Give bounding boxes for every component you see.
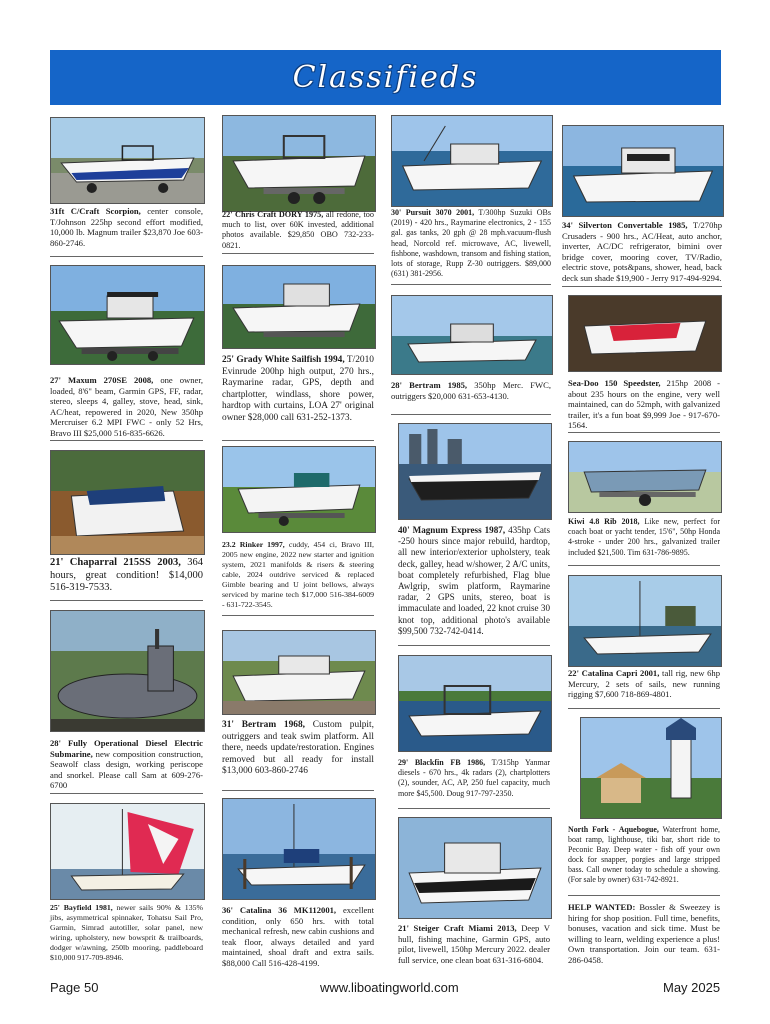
divider bbox=[398, 808, 550, 809]
divider bbox=[50, 256, 203, 257]
ad-chaparral: 21' Chaparral 215SS 2003, 364 hours, great condition! $14,000 516-319-7533. bbox=[50, 557, 203, 593]
divider bbox=[222, 790, 374, 791]
divider bbox=[391, 414, 551, 415]
divider bbox=[50, 600, 203, 601]
divider bbox=[50, 440, 203, 441]
ad-seadoo: Sea-Doo 150 Speedster, 215hp 2008 - about 235 hours on the engine, very well maintained, can do 52mph, with galvanized trailer, it's a fun boat $9,999 Joe - 917-670-1564. bbox=[568, 378, 720, 431]
ad-bertram-1985: 28' Bertram 1985, 350hp Merc. FWC, outriggers $20,000 631-653-4130. bbox=[391, 380, 552, 401]
ad-catalina-capri: 22' Catalina Capri 2001, tall rig, new 6hp Mercury, 2 sets of sails, new running rigging $7,600 718-869-4801. bbox=[568, 668, 720, 700]
ad-scorpion: 31ft C/Craft Scorpion, center console, T/Johnson 225hp second effort modified, 10,000 lb. Magnum trailer $23,870 Joe 603-860-2746. bbox=[50, 206, 203, 248]
website-link[interactable]: www.liboatingworld.com bbox=[320, 980, 459, 995]
photo-silverton bbox=[562, 125, 724, 217]
ad-silverton: 34' Silverton Convertable 1985, T/270hp Crusaders - 900 hrs., AC/Heat, auto anchor, inverter, AC/DC refrigerator, bimini over bridge cover, mooring cover, TV/Radio, electric stove, pots&pans, shower, head, back deck sun shade $19,900 - Jerry 917-494-9294. bbox=[562, 220, 722, 283]
divider bbox=[568, 565, 720, 566]
divider bbox=[391, 284, 551, 285]
ad-north-fork: North Fork - Aquebogue, Waterfront home, boat ramp, lighthouse, tiki bar, short ride to Peconic Bay. Deep water - fish off your own dock for snapper, porgies and large stripped bass. Call owner today to schedule a showing. (For sale by owner) 631-742-8921. bbox=[568, 825, 720, 884]
issue-date: May 2025 bbox=[663, 980, 721, 995]
photo-maxum bbox=[50, 265, 205, 365]
photo-chris-craft bbox=[222, 115, 376, 212]
ad-catalina-36: 36' Catalina 36 MK112001, excellent condition, only 650 hrs. with total mechanical refresh, new cabin cushions and teak floor, always detailed and yard maintained, shoal draft and extra sails. $88,000 Call 516-428-4199. bbox=[222, 905, 374, 968]
divider bbox=[562, 286, 722, 287]
ad-magnum: 40' Magnum Express 1987, 435hp Cats -250 hours since major rebuild, hardtop, all new interior/exterior upholstery, teak deck, galley, head w/shower, 2 A/C units, boat completely refurbished, Flag blue Awlgrip, swim platform, Raymarine radar, 2 GPS units, stereo, boat is immaculate and loaded, 22 knot cruise 30 knot top, additional photo's available $99,500 732-742-0414. bbox=[398, 525, 550, 636]
divider bbox=[222, 615, 374, 616]
photo-chaparral bbox=[50, 450, 205, 555]
ad-bayfield: 25' Bayfield 1981, newer sails 90% & 135% jibs, asymmetrical spinnaker, Tohatsu Sail Pro, Garmin, Simrad autotiller, solar panel, new wiring, upholstery, new bowsprit & trailboards, dodger w/awning, 250lb mooring, paddleboard $10,000 917-709-8946. bbox=[50, 903, 203, 962]
divider bbox=[568, 708, 720, 709]
divider bbox=[50, 793, 203, 794]
classifieds-banner bbox=[50, 50, 721, 105]
divider bbox=[568, 432, 720, 433]
ad-blackfin: 29' Blackfin FB 1986, T/315hp Yanmar diesels - 670 hrs., 4k radars (2), chartplotters (2), sounder, AC, AP, 250 fuel capacity, much more $45,500. Doug 917-797-2350. bbox=[398, 758, 550, 798]
ad-grady-white: 25' Grady White Sailfish 1994, T/2010 Evinrude 200hp high output, 270 hrs., Raymarine radar, GPS, depth and chartplotter, windlass, shore power, hardtop with curtains, LOA 27' original owner $28,000 call 631-252-1373. bbox=[222, 355, 374, 423]
photo-magnum bbox=[398, 423, 552, 520]
photo-bertram-1968 bbox=[222, 630, 376, 715]
ad-chris-craft: 22' Chris Craft DORY 1975, all redone, too much to list, over 60K invested, additional photos available. $29,850 OBO 732-233-0821. bbox=[222, 210, 374, 250]
photo-kiwi-rib bbox=[568, 441, 722, 513]
divider bbox=[398, 645, 550, 646]
ad-rinker: 23.2 Rinker 1997, cuddy, 454 ci, Bravo III, 2005 new engine, 2022 new starter and ignition system, 2021 manifolds & risers & steering cable, 2024 outdrive serviced & replaced Gimble bearing and U joint bellows, always serviced by marine tech $17,000 516-384-6009 - 631-722-3545. bbox=[222, 540, 375, 609]
photo-pursuit bbox=[391, 115, 553, 207]
photo-seadoo bbox=[568, 295, 722, 372]
divider bbox=[222, 253, 374, 254]
photo-bayfield bbox=[50, 803, 205, 900]
ad-bertram-1968: 31' Bertram 1968, Custom pulpit, outriggers and teak swim platform. All there, needs update/restoration. Engines removed but all ready for install $13,000 603-860-2746 bbox=[222, 720, 374, 777]
photo-bertram-1985 bbox=[391, 295, 553, 375]
photo-grady-white bbox=[222, 265, 376, 349]
ad-help-wanted: HELP WANTED: Bossler & Sweezey is hiring for shop position. Full time, benefits, bonuses, vacation and sick time. Must be willing to learn, welding experience a plus! Own transportation. Join our team. 631-286-0458. bbox=[568, 902, 720, 965]
ad-steiger: 21' Steiger Craft Miami 2013, Deep V hull, fishing machine, Garmin GPS, auto pilot, livewell, 150hp Mercury 2022. dealer full service, one clean boat 631-316-6804. bbox=[398, 923, 550, 965]
photo-blackfin bbox=[398, 655, 552, 752]
photo-catalina-36 bbox=[222, 798, 376, 900]
divider bbox=[568, 895, 720, 896]
ad-maxum: 27' Maxum 270SE 2008, one owner, loaded, 8'6" beam, Garmin GPS, FF, radar, stereo, sleeps 4, galley, stove, head, sink, AC/heat, repowered in 2020, New 350hp Mercruiser 6.2 MPI FWC - only 52 Hrs, Bravo III $25,000 516-835-6626. bbox=[50, 375, 203, 438]
photo-scorpion bbox=[50, 117, 205, 204]
photo-lighthouse-home bbox=[580, 717, 722, 819]
ad-submarine: 28' Fully Operational Diesel Electric Submarine, new composition construction, Seawolf class design, working periscope and snorkel. Please call Sam at 609-276-6700 bbox=[50, 738, 203, 791]
photo-steiger bbox=[398, 817, 552, 919]
page-number: Page 50 bbox=[50, 980, 99, 995]
banner-title: Classifieds bbox=[292, 60, 479, 95]
photo-catalina-capri bbox=[568, 575, 722, 667]
photo-submarine bbox=[50, 610, 205, 732]
ad-kiwi-rib: Kiwi 4.8 Rib 2018, Like new, perfect for coach boat or yacht tender, 15'6", 50hp Honda 4-stroke - under 200 hrs., galvanized trailer included $21,500. Tim 631-786-9895. bbox=[568, 517, 720, 557]
divider bbox=[222, 440, 374, 441]
photo-rinker bbox=[222, 446, 376, 533]
ad-pursuit: 30' Pursuit 3070 2001, T/300hp Suzuki OBs (2019) - 420 hrs., Raymarine electronics, 2 - 155 gal. gas tanks, 20 gph @ 28 mph.vacuum-flush head, Norcold ref. microwave, AC, livewell, fishbone, washdown, transom and fishing station, lots of storage, Rupp Z-30 outriggers. $89,000 (631) 381-2956. bbox=[391, 208, 552, 279]
